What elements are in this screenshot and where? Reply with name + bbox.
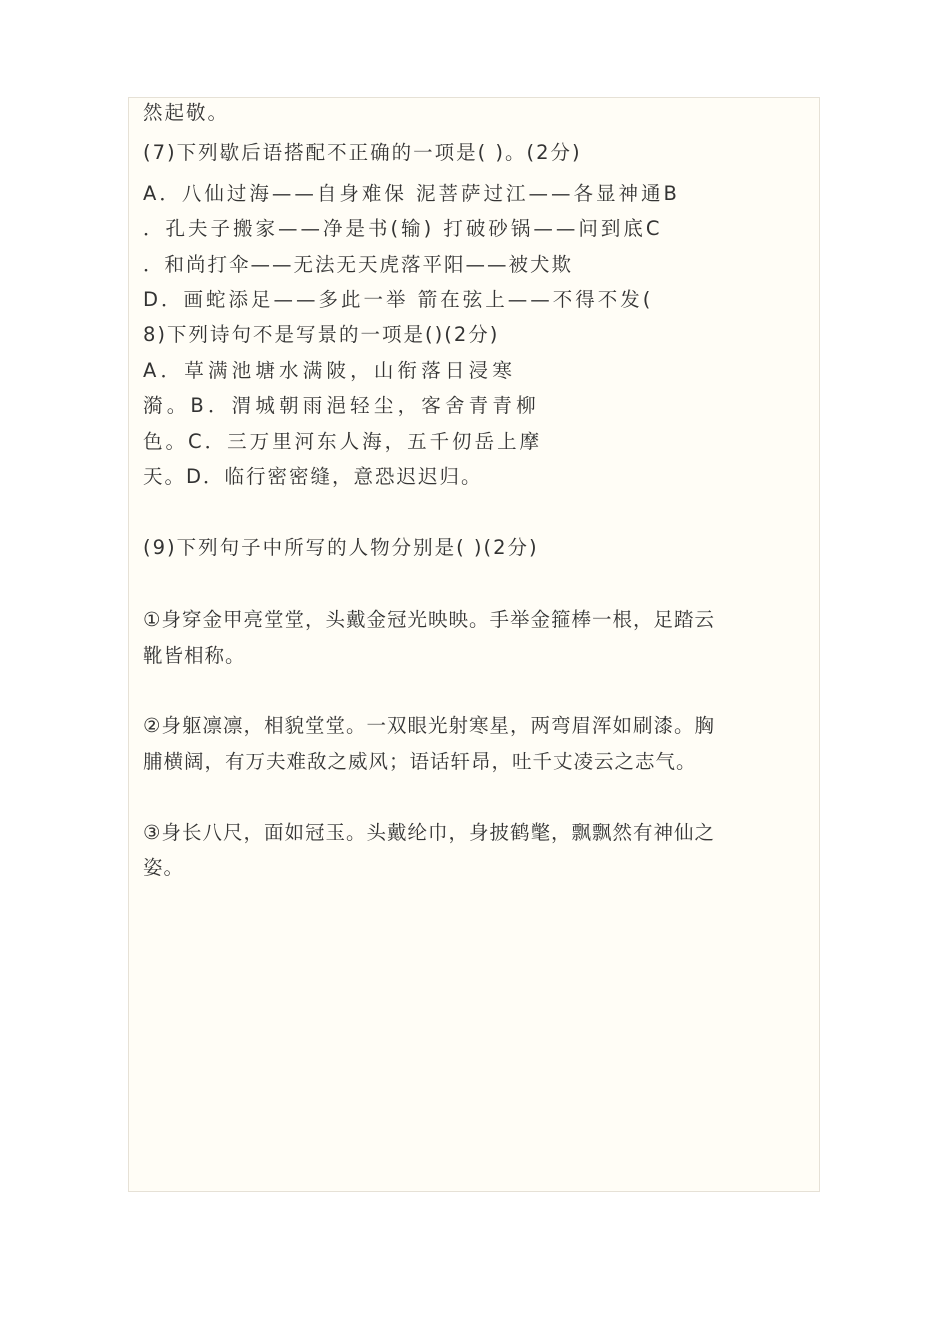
question-8-line-4: 天。D．临行密密缝，意恐迟迟归。	[143, 465, 483, 488]
question-8-stem: 8)下列诗句不是写景的一项是()(2分)	[143, 323, 500, 346]
question-7-option-d: D．画蛇添足——多此一举 箭在弦上——不得不发(	[143, 288, 654, 311]
question-9-stem: (9)下列句子中所写的人物分别是( )(2分)	[143, 536, 539, 559]
passage-2-line-1: ②身躯凛凛，相貌堂堂。一双眼光射寒星，两弯眉浑如刷漆。胸	[143, 714, 715, 737]
question-7-option-a: A．八仙过海——自身难保 泥菩萨过江——各显神通B	[143, 182, 680, 205]
question-8-line-1: A．草满池塘水满陂，山衔落日浸寒	[143, 359, 517, 382]
question-8-line-3: 色。C．三万里河东人海，五千仞岳上摩	[143, 430, 543, 453]
passage-1-line-2: 靴皆相称。	[143, 644, 246, 667]
passage-3-line-1: ③身长八尺，面如冠玉。头戴纶巾，身披鹤氅，飘飘然有神仙之	[143, 821, 715, 844]
passage-2-line-2: 脯横阔，有万夫难敌之威风；语话轩昂，吐千丈凌云之志气。	[143, 750, 697, 773]
text-line-1: 然起敬。	[143, 101, 230, 124]
question-8-line-2: 漪。B．渭城朝雨浥轻尘，客舍青青柳	[143, 394, 540, 417]
passage-3-line-2: 姿。	[143, 856, 185, 879]
question-7-option-b: ．孔夫子搬家——净是书(输) 打破砂锅——问到底C	[143, 217, 663, 240]
passage-1-line-1: ①身穿金甲亮堂堂，头戴金冠光映映。手举金箍棒一根，足踏云	[143, 608, 715, 631]
question-7-stem: (7)下列歇后语搭配不正确的一项是( )。(2分)	[143, 141, 582, 164]
question-7-option-c: ．和尚打伞——无法无天虎落平阳——被犬欺	[143, 253, 574, 276]
